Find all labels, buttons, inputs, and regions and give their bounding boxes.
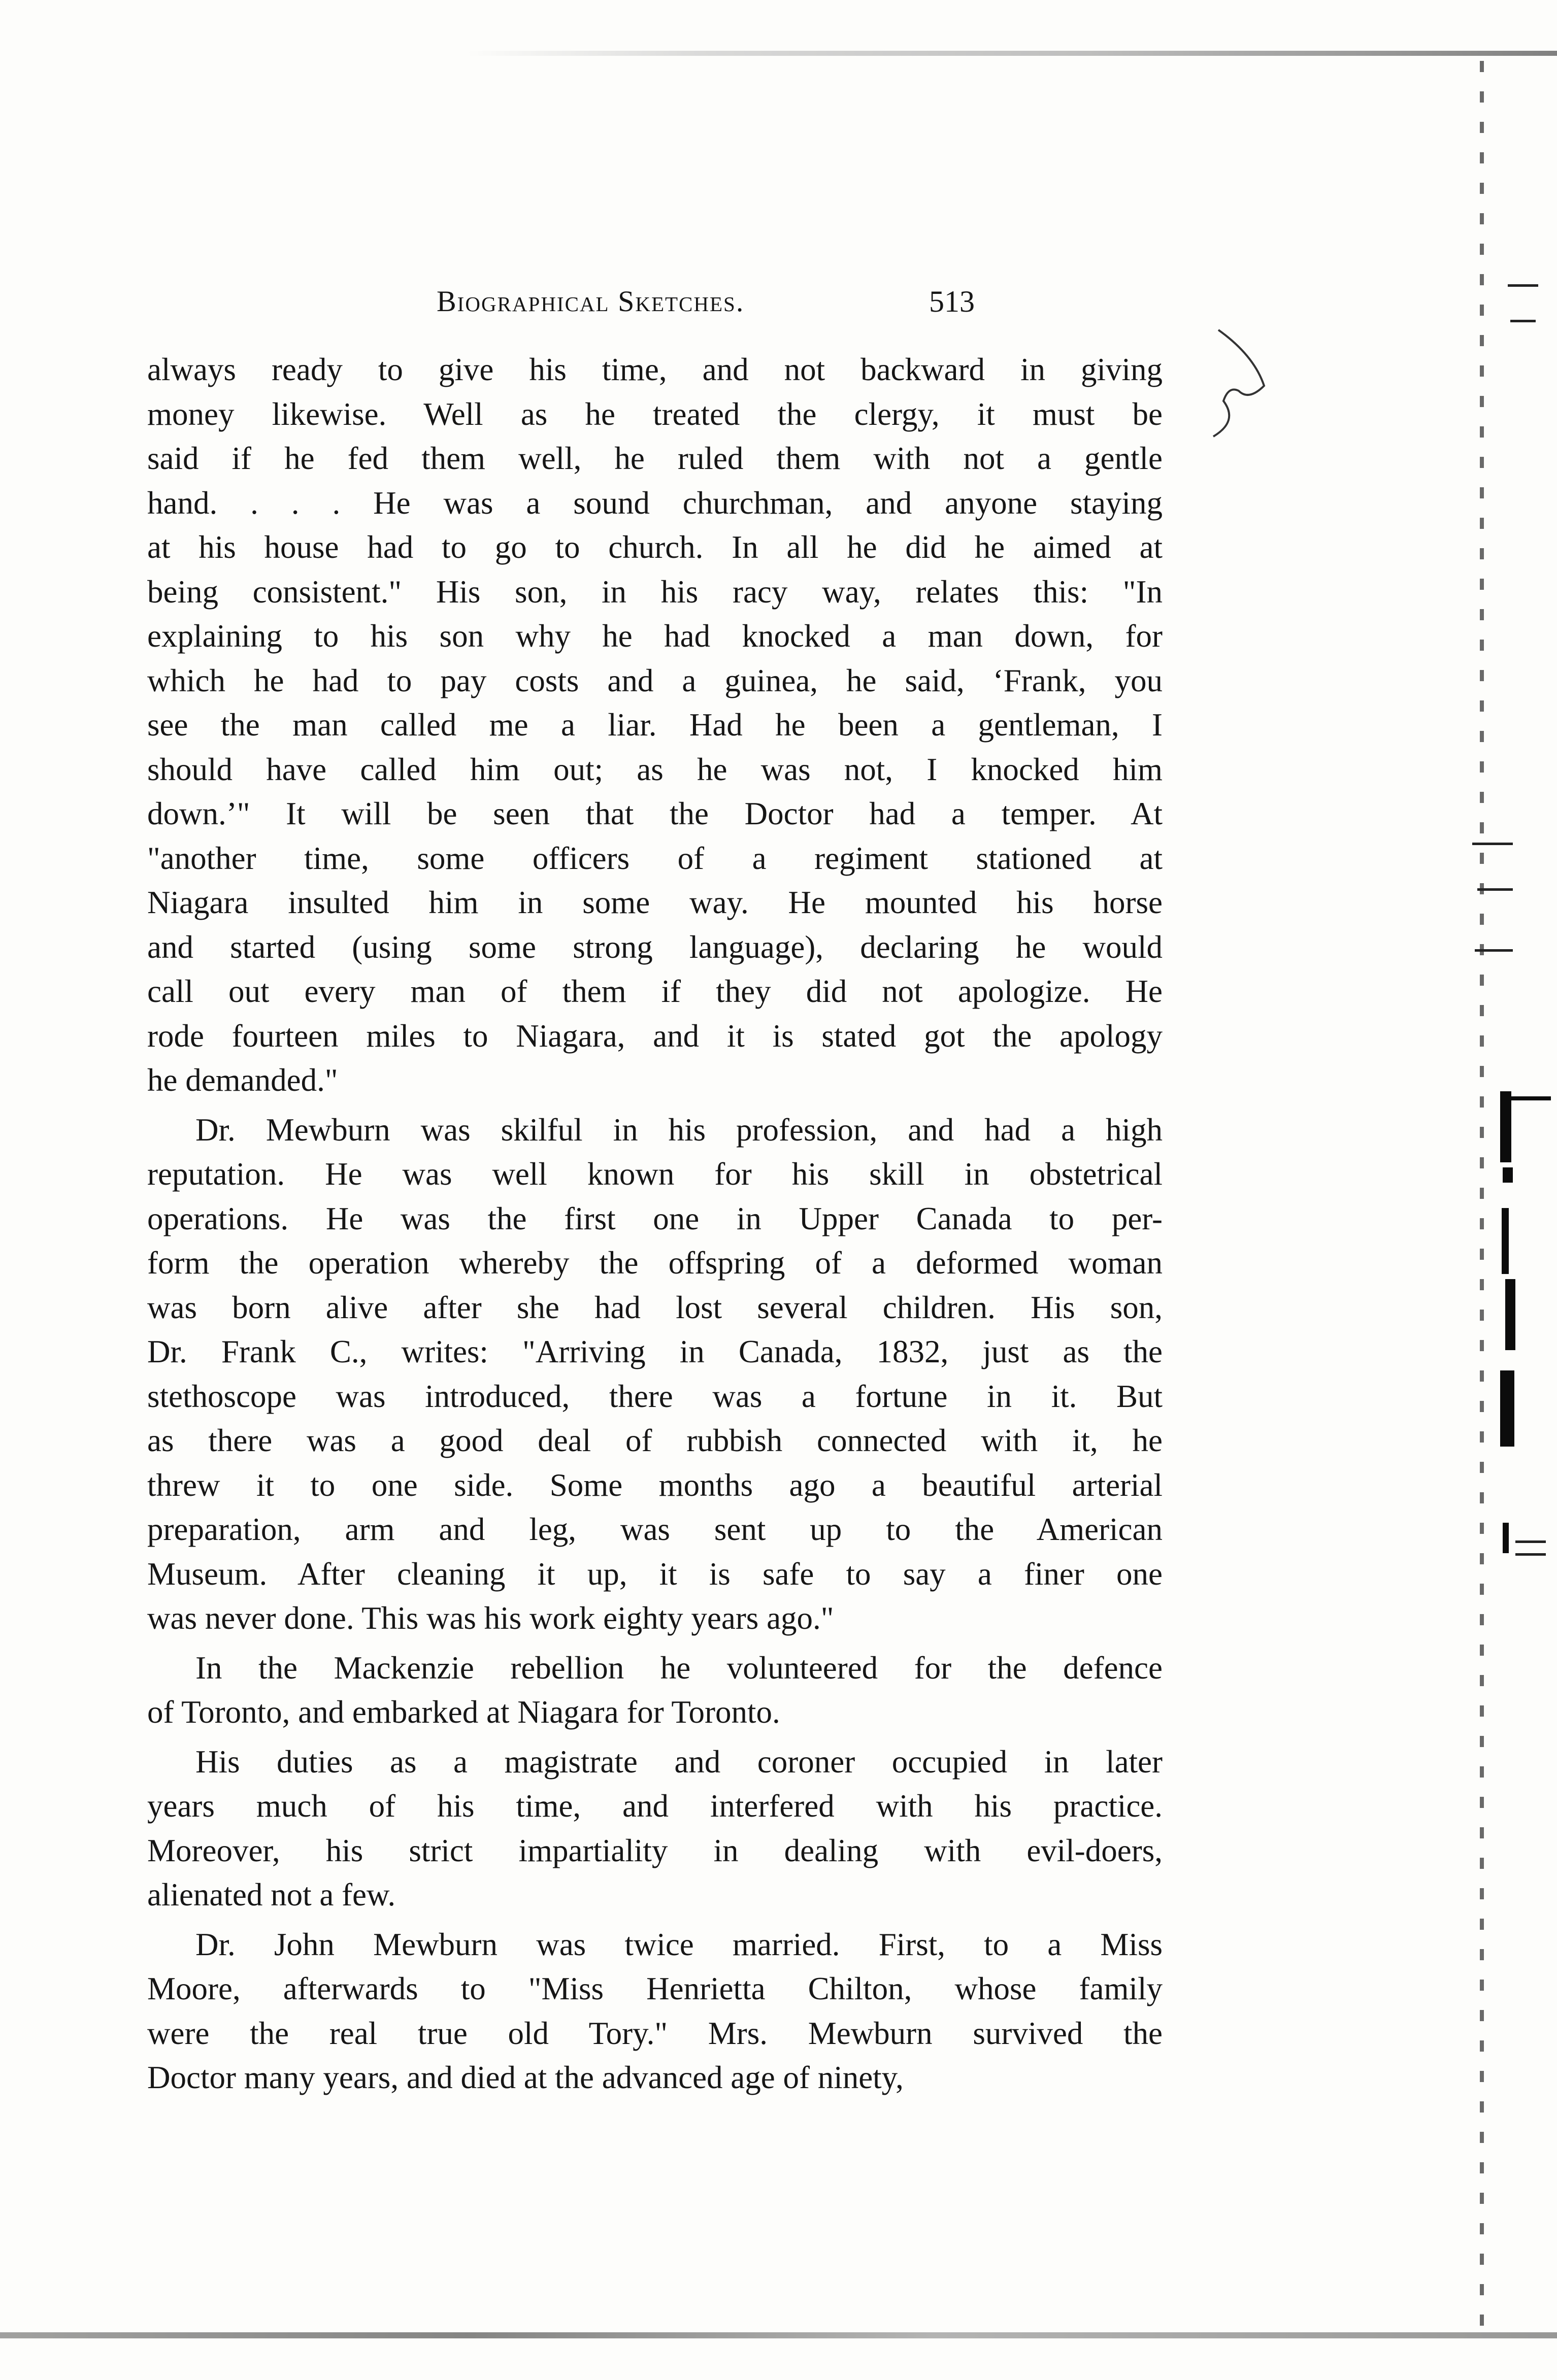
binding-blot xyxy=(1503,1167,1513,1183)
margin-dash xyxy=(1477,888,1513,891)
text-line: threw it to one side. Some months ago a beautiful arterial xyxy=(147,1467,1163,1503)
paragraph-gap xyxy=(147,1641,1163,1646)
margin-squiggle-mark xyxy=(1208,325,1284,442)
text-line: always ready to give his time, and not backward in giving xyxy=(147,352,1163,387)
text-line: and started (using some strong language), declaring he would xyxy=(147,929,1163,965)
text-line: alienated not a few. xyxy=(147,1877,396,1913)
margin-dash xyxy=(1515,1553,1546,1556)
text-line: years much of his time, and interfered with his practice. xyxy=(147,1788,1163,1824)
page-header xyxy=(152,284,1168,330)
text-line: preparation, arm and leg, was sent up to the American xyxy=(147,1512,1163,1547)
margin-dash xyxy=(1472,843,1513,845)
text-line: explaining to his son why he had knocked a man down, for xyxy=(147,618,1163,654)
text-line: should have called him out; as he was not, I knocked him xyxy=(147,751,1163,787)
text-line: money likewise. Well as he treated the clergy, it must be xyxy=(147,396,1163,432)
margin-dash xyxy=(1508,284,1538,287)
text-line: Dr. Frank C., writes: "Arriving in Canada, 1832, just as the xyxy=(147,1334,1163,1369)
text-line: were the real true old Tory." Mrs. Mewburn survived the xyxy=(147,2015,1163,2051)
text-line: reputation. He was well known for his skill in obstetrical xyxy=(147,1156,1163,1192)
text-line: being consistent." His son, in his racy way, relates this: "In xyxy=(147,574,1163,610)
text-line: said if he fed them well, he ruled them with not a gentle xyxy=(147,441,1163,476)
text-line: see the man called me a liar. Had he been a gentleman, I xyxy=(147,707,1163,743)
text-line: down.’" It will be seen that the Doctor had a temper. At xyxy=(147,796,1163,831)
paragraph xyxy=(147,1646,1163,1735)
text-line: "another time, some officers of a regiment stationed at xyxy=(147,840,1163,876)
text-line: rode fourteen miles to Niagara, and it is stated got the apology xyxy=(147,1018,1163,1054)
text-line: operations. He was the first one in Upper Canada to per- xyxy=(147,1200,1163,1236)
binding-blot xyxy=(1500,1091,1511,1162)
binding-blot xyxy=(1500,1370,1514,1447)
text-line: was never done. This was his work eighty years ago." xyxy=(147,1600,834,1636)
paragraph xyxy=(147,1108,1163,1641)
text-line: In the Mackenzie rebellion he volunteered for the defence xyxy=(195,1650,1163,1686)
text-line: at his house had to go to church. In all he did he aimed at xyxy=(147,529,1163,565)
scan-edge-top xyxy=(0,51,1557,56)
text-line: as there was a good deal of rubbish connected with it, he xyxy=(147,1423,1163,1458)
text-line: Moore, afterwards to "Miss Henrietta Chilton, whose family xyxy=(147,1971,1163,2006)
margin-dash xyxy=(1515,1540,1546,1543)
paragraph xyxy=(147,1923,1163,2100)
binding-blot xyxy=(1502,1208,1509,1274)
paragraph-gap xyxy=(147,1918,1163,1923)
margin-dash xyxy=(1475,949,1513,952)
running-title: Biographical Sketches. xyxy=(437,285,745,318)
binding-blot xyxy=(1503,1523,1509,1553)
text-line: form the operation whereby the offspring of a deformed woman xyxy=(147,1245,1163,1281)
text-line: stethoscope was introduced, there was a fortune in it. But xyxy=(147,1378,1163,1414)
paragraph xyxy=(147,348,1163,1103)
text-line: Museum. After cleaning it up, it is safe to say a finer one xyxy=(147,1556,1163,1592)
text-line: which he had to pay costs and a guinea, he said, ‘Frank, you xyxy=(147,662,1163,698)
scan-edge-right xyxy=(1480,61,1484,2330)
page-number: 513 xyxy=(929,285,975,318)
paragraph-gap xyxy=(147,1735,1163,1740)
text-line: he demanded." xyxy=(147,1062,338,1098)
text-line: Dr. John Mewburn was twice married. First, to a Miss xyxy=(195,1926,1163,1962)
text-line: was born alive after she had lost several children. His son, xyxy=(147,1289,1163,1325)
margin-dash xyxy=(1510,320,1536,322)
text-line: Niagara insulted him in some way. He mounted his horse xyxy=(147,885,1163,920)
scan-edge-bottom xyxy=(0,2332,1557,2338)
text-line: of Toronto, and embarked at Niagara for Toronto. xyxy=(147,1694,780,1730)
body-text xyxy=(147,348,1163,2100)
paragraph-gap xyxy=(147,1103,1163,1108)
text-line: Doctor many years, and died at the advanced age of ninety, xyxy=(147,2060,904,2095)
binding-blot xyxy=(1505,1279,1515,1350)
text-line: His duties as a magistrate and coroner occupied in later xyxy=(195,1744,1163,1780)
text-line: Dr. Mewburn was skilful in his profession, and had a high xyxy=(195,1112,1163,1148)
binding-blot xyxy=(1505,1096,1551,1100)
text-line: call out every man of them if they did not apologize. He xyxy=(147,974,1163,1009)
text-line: Moreover, his strict impartiality in dealing with evil-doers, xyxy=(147,1832,1163,1868)
paragraph xyxy=(147,1740,1163,1918)
text-line: hand. . . . He was a sound churchman, and anyone staying xyxy=(147,485,1163,521)
